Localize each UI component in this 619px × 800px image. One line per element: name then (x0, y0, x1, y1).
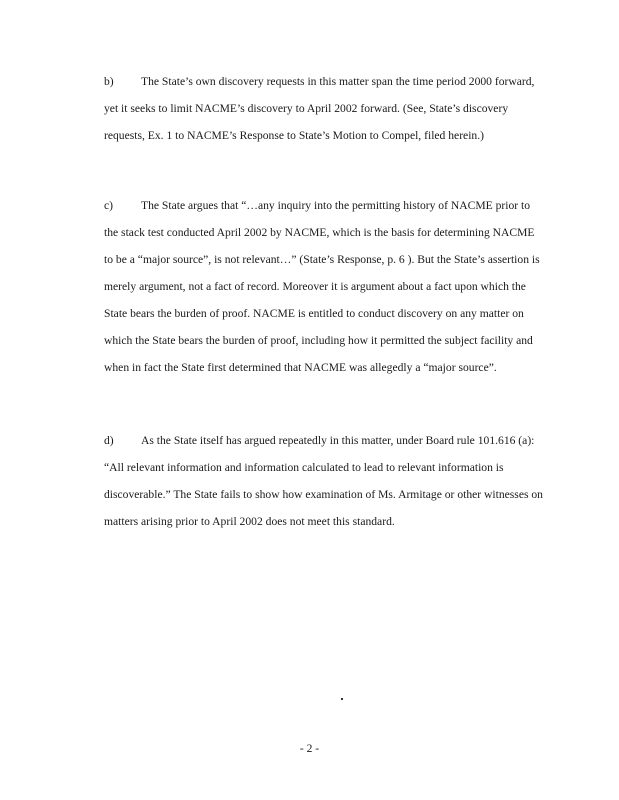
paragraph-text: The State’s own discovery requests in this matter span the time period 2000 forward, yet it seeks to limit NACME’s discovery to April 2002 forward. (See, State’s discovery requests, Ex. 1 to NACME’s Response to State’s Motion to Compel, filed herein.) (104, 75, 535, 142)
paragraph-text: The State argues that “…any inquiry into the permitting history of NACME prior to the stack test conducted April 2002 by NACME, which is the basis for determining NACME to be a “major source”, is not relevant…” (State’s Response, p. 6 ). But the State’s assertion is merely argument, not a fact of record. Moreover it is argument about a fact upon which the State bears the burden of proof. NACME is entitled to conduct discovery on any matter on which the State bears the burden of proof, including how it permitted the subject facility and when in fact the State first determined that NACME was allegedly a “major source”. (104, 199, 540, 374)
paragraph-label: d) (104, 434, 114, 447)
paragraph-text: As the State itself has argued repeatedly in this matter, under Board rule 101.616 (a): “All relevant information and information calculated to lead to relevant information is discoverable.” The State fails to show how examination of Ms. Armitage or other witnesses on matters arising prior to April 2002 does not meet this standard. (104, 434, 543, 528)
scan-artifact-dot (341, 698, 343, 700)
page-number: - 2 - (299, 742, 320, 755)
paragraph-label: b) (104, 75, 114, 88)
paragraph-c (104, 192, 546, 381)
paragraph-label: c) (104, 199, 114, 212)
paragraph-d (104, 427, 546, 535)
paragraph-b (104, 68, 546, 149)
